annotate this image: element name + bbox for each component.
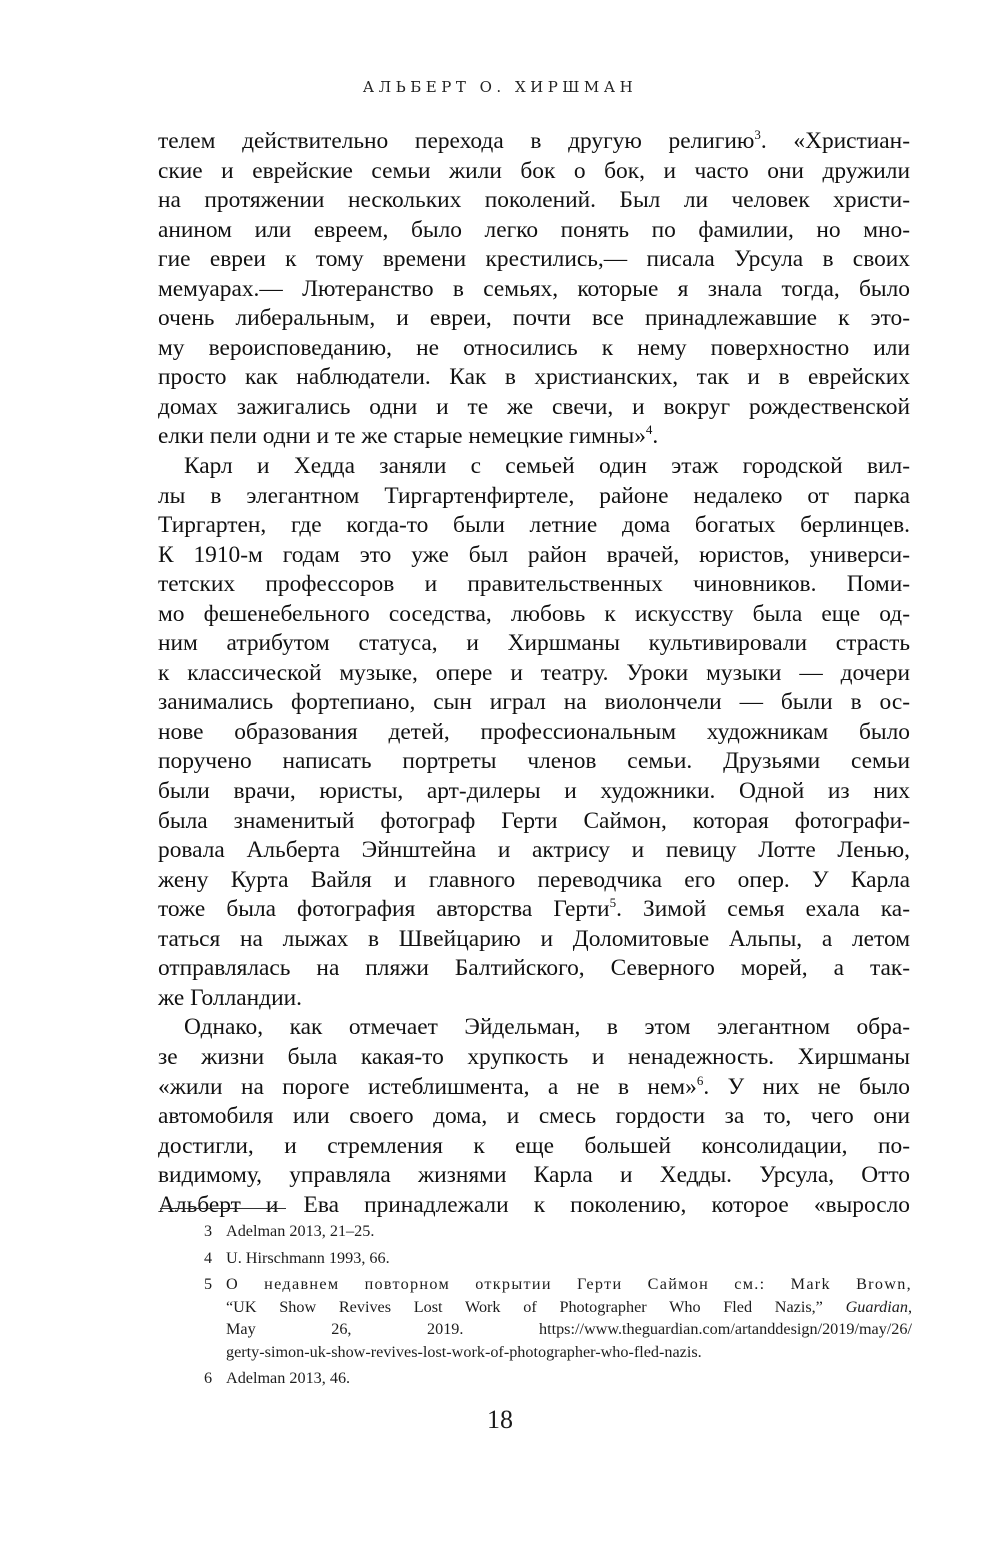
footnote-4 <box>204 1247 912 1270</box>
footnote-text: Adelman 2013, 21–25. <box>226 1222 375 1240</box>
text-line: мемуарах.— Лютеранство в семьях, которые я знала тогда, было <box>158 275 910 302</box>
text-line: тетских профессоров и правительственных чиновников. Поми- <box>158 571 910 598</box>
running-head: АЛЬБЕРТ О. ХИРШМАН <box>362 78 638 96</box>
footnote-number: 3 <box>204 1222 213 1240</box>
text-line: гие евреи к тому времени крестились,— писала Урсула в своих <box>158 246 910 273</box>
footnote-3 <box>204 1220 912 1243</box>
text-line: Карл и Хедда заняли с семьей один этаж городской вил- <box>184 453 910 480</box>
paragraph-1 <box>158 127 910 452</box>
text-line: были врачи, юристы, арт-дилеры и художники. Одной из них <box>158 778 910 805</box>
footnote-number: 6 <box>204 1369 213 1387</box>
footnote-text: Adelman 2013, 46. <box>226 1369 351 1387</box>
text-line: достигли, и стремления к еще большей консолидации, по- <box>158 1132 910 1159</box>
footnote-url: gerty-simon-uk-show-revives-lost-work-of-photographer-who-fled-nazis. <box>226 1342 702 1361</box>
text-line: анином или евреем, было легко понять по фамилии, но мно- <box>158 216 910 243</box>
text-line: нове образования детей, профессиональным художникам было <box>158 718 910 745</box>
text-line: поручено написать портреты членов семьи. Друзьями семьи <box>158 748 910 775</box>
text-line: домах зажигались одни и те же свечи, и вокруг рождественской <box>158 393 910 420</box>
footnote-text: U. Hirschmann 1993, 66. <box>226 1248 390 1267</box>
text-line: Альберт и Ева принадлежали к поколению, которое «выросло <box>158 1191 910 1218</box>
text-line: телем действительно перехода в другую религию$^3$. «Христиан- <box>158 127 910 154</box>
footnote-6 <box>204 1367 912 1390</box>
text-line: очень либеральным, и евреи, почти все принадлежавшие к это- <box>158 305 910 332</box>
text-line: была знаменитый фотограф Герти Саймон, которая фотографи- <box>158 807 910 834</box>
text-line: му вероисповеданию, не относились к нему поверхностно или <box>158 334 910 361</box>
text-line: Однако, как отмечает Эйдельман, в этом элегантном обра- <box>184 1014 910 1041</box>
text-line: отправлялась на пляжи Балтийского, Северного морей, а так- <box>158 955 910 982</box>
footnote-5 <box>204 1273 913 1363</box>
text-line: ним атрибутом статуса, и Хиршманы культивировали страсть <box>158 630 910 657</box>
text-line: зе жизни была какая-то хрупкость и ненадежность. Хиршманы <box>158 1043 910 1070</box>
text-line: ские и еврейские семьи жили бок о бок, и часто они дружили <box>158 157 910 184</box>
text-line: елки пели одни и те же старые немецкие гимны»$^4$. <box>158 422 659 450</box>
text-line: тоже была фотография авторства Герти$^5$. Зимой семья ехала ка- <box>158 895 910 923</box>
footnote-ref-3: 3 <box>754 127 761 142</box>
paragraph-2 <box>158 452 910 1013</box>
text-line: жену Курта Вайля и главного переводчика его опер. У Карла <box>158 866 910 893</box>
text-line: лы в элегантном Тиргартенфиртеле, районе недалеко от парка <box>158 482 910 509</box>
paragraph-3 <box>158 1013 910 1220</box>
page-number: 18 <box>487 1405 513 1434</box>
text-line: видимому, управляла жизнями Карла и Хедды. Урсула, Отто <box>158 1162 910 1189</box>
text-line: Тиргартен, где когда-то были летние дома богатых берлинцев. <box>158 512 910 539</box>
journal-title: Guardian <box>845 1297 908 1316</box>
text-line: К 1910-м годам это уже был район врачей, юристов, универси- <box>158 541 910 568</box>
text-line: к классической музыке, опере и театру. Уроки музыки — дочери <box>158 659 910 686</box>
text-line: на протяжении нескольких поколений. Был ли человек христи- <box>158 187 910 214</box>
text-line: же Голландии. <box>158 984 302 1011</box>
footnote-ref-4: 4 <box>645 422 653 438</box>
footnote-ref-5: 5 <box>609 895 617 911</box>
footnote-number: 4 <box>204 1248 213 1267</box>
footnote-number: 5 <box>204 1275 213 1293</box>
text-line: автомобиля или своего дома, и смесь гордости за то, чего они <box>158 1103 910 1130</box>
text-line: мо фешенебельного соседства, любовь к искусству была еще од- <box>158 600 910 627</box>
text-line: «жили на пороге истеблишмента, а не в нем»$^6$. У них не было <box>158 1072 910 1100</box>
text-line: занимались фортепиано, сын играл на виолончели — были в ос- <box>158 689 910 716</box>
footnote-ref-6: 6 <box>696 1072 704 1088</box>
footnote-text: “UK Show Revives Lost Work of Photographer Who Fled Nazis,” Guardian, <box>226 1297 913 1316</box>
footnotes <box>204 1220 913 1394</box>
text-line: ровала Альберта Эйнштейна и актрису и певицу Лотте Ленью, <box>158 837 910 864</box>
footnote-url: May 26, 2019. https://www.theguardian.com/artanddesign/2019/may/26/ <box>226 1320 912 1338</box>
footnote-divider <box>160 1208 286 1209</box>
body-text <box>158 127 910 1220</box>
text-line: таться на лыжах в Швейцарию и Доломитовые Альпы, а летом <box>158 925 910 952</box>
text-line: просто как наблюдатели. Как в христианских, так и в еврейских <box>158 364 910 391</box>
footnote-text: О недавнем повторном открытии Герти Саймон см.: Mark Brown, <box>226 1275 912 1293</box>
